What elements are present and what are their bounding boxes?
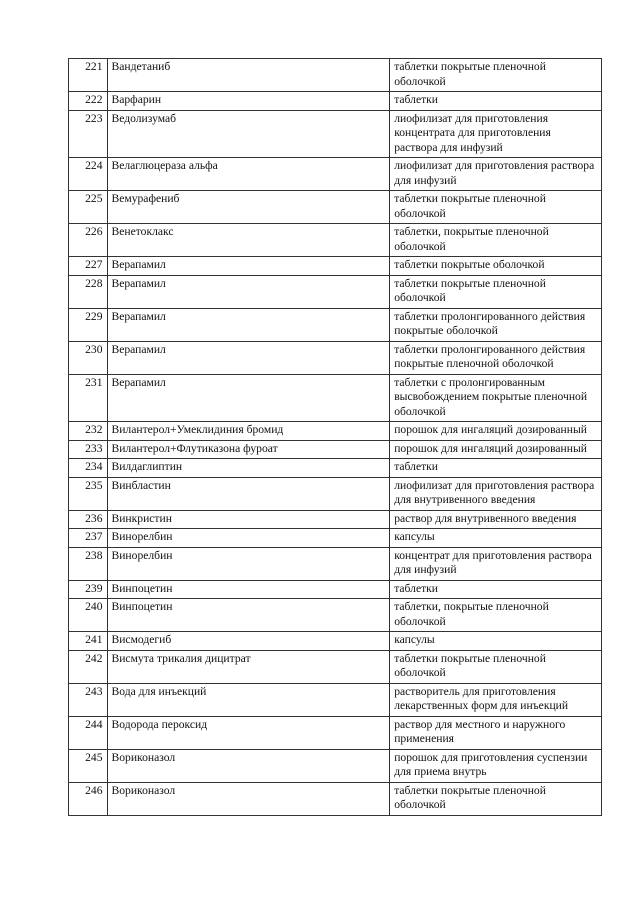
- row-number-cell: 234: [69, 459, 108, 478]
- drug-name-cell: Вориконазол: [107, 749, 390, 782]
- drug-name-cell: Венетоклакс: [107, 224, 390, 257]
- row-number-cell: 224: [69, 158, 108, 191]
- drug-name-cell: Верапамил: [107, 374, 390, 422]
- drug-name-cell: Варфарин: [107, 92, 390, 111]
- row-number-cell: 244: [69, 716, 108, 749]
- dosage-form-cell: лиофилизат для приготовления концентрата для приготовления раствора для инфузий: [390, 110, 602, 158]
- row-number-cell: 231: [69, 374, 108, 422]
- row-number-cell: 242: [69, 650, 108, 683]
- dosage-form-cell: таблетки: [390, 580, 602, 599]
- row-number-cell: 227: [69, 257, 108, 276]
- table-row: [69, 191, 602, 224]
- dosage-form-cell: таблетки: [390, 459, 602, 478]
- row-number-cell: 232: [69, 422, 108, 441]
- dosage-form-cell: таблетки покрытые пленочной оболочкой: [390, 191, 602, 224]
- table-row: [69, 683, 602, 716]
- medications-table-body: [69, 59, 602, 816]
- row-number-cell: 246: [69, 782, 108, 815]
- table-row: [69, 110, 602, 158]
- drug-name-cell: Висмодегиб: [107, 632, 390, 651]
- dosage-form-cell: таблетки, покрытые пленочной оболочкой: [390, 599, 602, 632]
- table-row: [69, 92, 602, 111]
- row-number-cell: 230: [69, 341, 108, 374]
- table-row: [69, 782, 602, 815]
- drug-name-cell: Винкристин: [107, 510, 390, 529]
- row-number-cell: 236: [69, 510, 108, 529]
- row-number-cell: 228: [69, 275, 108, 308]
- drug-name-cell: Вилантерол+Умеклидиния бромид: [107, 422, 390, 441]
- table-row: [69, 749, 602, 782]
- row-number-cell: 226: [69, 224, 108, 257]
- row-number-cell: 235: [69, 477, 108, 510]
- table-row: [69, 59, 602, 92]
- drug-name-cell: Винорелбин: [107, 529, 390, 548]
- table-row: [69, 224, 602, 257]
- table-row: [69, 716, 602, 749]
- table-row: [69, 374, 602, 422]
- table-row: [69, 275, 602, 308]
- drug-name-cell: Винпоцетин: [107, 580, 390, 599]
- dosage-form-cell: таблетки пролонгированного действия покрытые пленочной оболочкой: [390, 341, 602, 374]
- row-number-cell: 233: [69, 440, 108, 459]
- dosage-form-cell: таблетки покрытые оболочкой: [390, 257, 602, 276]
- dosage-form-cell: растворитель для приготовления лекарственных форм для инъекций: [390, 683, 602, 716]
- drug-name-cell: Водорода пероксид: [107, 716, 390, 749]
- table-row: [69, 599, 602, 632]
- table-row: [69, 529, 602, 548]
- row-number-cell: 223: [69, 110, 108, 158]
- drug-name-cell: Вилантерол+Флутиказона фуроат: [107, 440, 390, 459]
- dosage-form-cell: таблетки пролонгированного действия покрытые оболочкой: [390, 308, 602, 341]
- dosage-form-cell: концентрат для приготовления раствора для инфузий: [390, 547, 602, 580]
- row-number-cell: 229: [69, 308, 108, 341]
- drug-name-cell: Верапамил: [107, 275, 390, 308]
- drug-name-cell: Ведолизумаб: [107, 110, 390, 158]
- drug-name-cell: Винбластин: [107, 477, 390, 510]
- row-number-cell: 243: [69, 683, 108, 716]
- row-number-cell: 222: [69, 92, 108, 111]
- dosage-form-cell: лиофилизат для приготовления раствора для внутривенного введения: [390, 477, 602, 510]
- table-row: [69, 632, 602, 651]
- drug-name-cell: Вориконазол: [107, 782, 390, 815]
- table-row: [69, 341, 602, 374]
- medications-table: [68, 58, 602, 816]
- dosage-form-cell: раствор для местного и наружного применения: [390, 716, 602, 749]
- table-row: [69, 547, 602, 580]
- dosage-form-cell: таблетки покрытые пленочной оболочкой: [390, 782, 602, 815]
- dosage-form-cell: таблетки покрытые пленочной оболочкой: [390, 59, 602, 92]
- table-row: [69, 459, 602, 478]
- dosage-form-cell: порошок для ингаляций дозированный: [390, 422, 602, 441]
- table-row: [69, 308, 602, 341]
- drug-name-cell: Вандетаниб: [107, 59, 390, 92]
- drug-name-cell: Вилдаглиптин: [107, 459, 390, 478]
- dosage-form-cell: таблетки покрытые пленочной оболочкой: [390, 650, 602, 683]
- dosage-form-cell: таблетки покрытые пленочной оболочкой: [390, 275, 602, 308]
- row-number-cell: 239: [69, 580, 108, 599]
- dosage-form-cell: таблетки с пролонгированным высвобождением покрытые пленочной оболочкой: [390, 374, 602, 422]
- table-row: [69, 440, 602, 459]
- row-number-cell: 238: [69, 547, 108, 580]
- row-number-cell: 245: [69, 749, 108, 782]
- dosage-form-cell: капсулы: [390, 529, 602, 548]
- table-row: [69, 158, 602, 191]
- drug-name-cell: Верапамил: [107, 341, 390, 374]
- drug-name-cell: Верапамил: [107, 257, 390, 276]
- table-row: [69, 650, 602, 683]
- drug-name-cell: Висмута трикалия дицитрат: [107, 650, 390, 683]
- table-row: [69, 580, 602, 599]
- dosage-form-cell: порошок для ингаляций дозированный: [390, 440, 602, 459]
- dosage-form-cell: лиофилизат для приготовления раствора для инфузий: [390, 158, 602, 191]
- dosage-form-cell: порошок для приготовления суспензии для приема внутрь: [390, 749, 602, 782]
- row-number-cell: 240: [69, 599, 108, 632]
- table-row: [69, 510, 602, 529]
- row-number-cell: 241: [69, 632, 108, 651]
- dosage-form-cell: таблетки, покрытые пленочной оболочкой: [390, 224, 602, 257]
- drug-name-cell: Винорелбин: [107, 547, 390, 580]
- dosage-form-cell: капсулы: [390, 632, 602, 651]
- drug-name-cell: Винпоцетин: [107, 599, 390, 632]
- table-row: [69, 257, 602, 276]
- drug-name-cell: Велаглюцераза альфа: [107, 158, 390, 191]
- table-row: [69, 422, 602, 441]
- row-number-cell: 237: [69, 529, 108, 548]
- table-row: [69, 477, 602, 510]
- dosage-form-cell: таблетки: [390, 92, 602, 111]
- drug-name-cell: Верапамил: [107, 308, 390, 341]
- drug-name-cell: Вода для инъекций: [107, 683, 390, 716]
- drug-name-cell: Вемурафениб: [107, 191, 390, 224]
- row-number-cell: 225: [69, 191, 108, 224]
- dosage-form-cell: раствор для внутривенного введения: [390, 510, 602, 529]
- row-number-cell: 221: [69, 59, 108, 92]
